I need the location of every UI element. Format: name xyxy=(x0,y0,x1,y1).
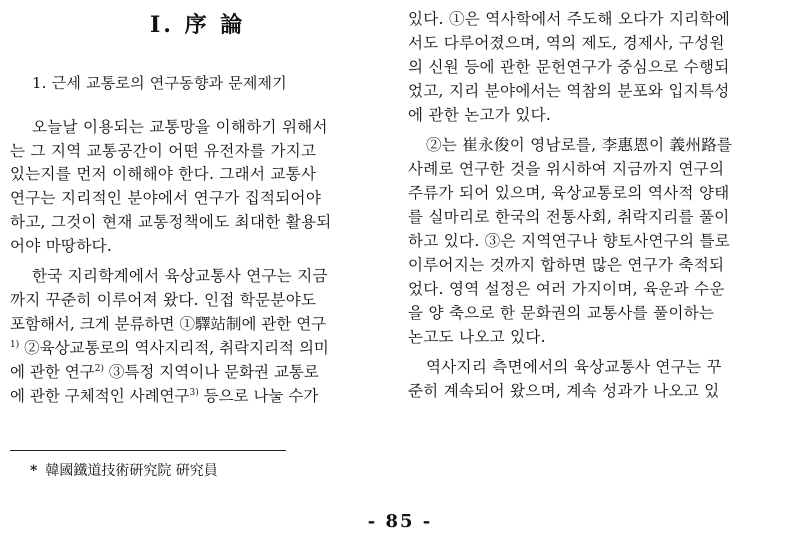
footnote-text: 韓國鐵道技術硏究院 硏究員 xyxy=(45,463,218,479)
paragraph-line: 주류가 되어 있으며, 육상교통로의 역사적 양태 xyxy=(408,184,730,202)
paragraph-line: 었다. 영역 설정은 여러 가지이며, 육운과 수운 xyxy=(408,280,725,298)
paragraph-line: 논고도 나오고 있다. xyxy=(408,328,546,346)
paragraph-line: 있다. ①은 역사학에서 주도해 오다가 지리학에 xyxy=(408,10,731,28)
paragraph-line: 오늘날 이용되는 교통망을 이해하기 위해서 xyxy=(32,118,328,136)
paragraph-line: 까지 꾸준히 이루어져 왔다. 인접 학문분야도 xyxy=(10,291,317,309)
paragraph-line: 이루어지는 것까지 합하면 많은 연구가 축적되 xyxy=(408,256,725,274)
paragraph-line: 연구는 지리적인 분야에서 연구가 집적되어야 xyxy=(10,189,322,207)
paragraph-line: 사례로 연구한 것을 위시하여 지금까지 연구의 xyxy=(408,160,725,178)
subsection-heading: 1. 근세 교통로의 연구동향과 문제제기 xyxy=(32,74,287,92)
footnote-marker: * xyxy=(30,463,38,479)
paragraph-line: 하고 있다. ③은 지역연구나 향토사연구의 틀로 xyxy=(408,232,731,250)
paragraph-line: 있는지를 먼저 이해해야 한다. 그래서 교통사 xyxy=(10,165,317,183)
paragraph-line: 하고, 그것이 현재 교통정책에도 최대한 활용되 xyxy=(10,213,332,231)
paragraph-line: 역사지리 측면에서의 육상교통사 연구는 꾸 xyxy=(426,358,722,376)
paragraph-line: 준히 계속되어 왔으며, 계속 성과가 나오고 있 xyxy=(408,382,720,400)
footnote-ref: 3) xyxy=(189,387,199,398)
paragraph-line: 에 관한 논고가 있다. xyxy=(408,106,552,124)
page-number: - 85 - xyxy=(367,511,433,532)
paragraph-line: 의 신원 등에 관한 문헌연구가 중심으로 수행되 xyxy=(408,58,730,76)
paragraph-line xyxy=(10,386,318,406)
paragraph-line: 를 실마리로 한국의 전통사회, 취락지리를 풀이 xyxy=(408,208,730,226)
footnote-divider xyxy=(10,450,286,451)
paragraph-line: ②는 崔永俊이 영남로를, 李惠恩이 義州路를 xyxy=(426,136,733,154)
line-text: ②육상교통로의 역사지리적, 취락지리적 의미 xyxy=(19,339,329,357)
paragraph-line: 서도 다루어졌으며, 역의 제도, 경제사, 구성원 xyxy=(408,34,725,52)
section-title: Ⅰ. 序 論 xyxy=(150,12,246,38)
paragraph-line xyxy=(10,338,329,358)
paragraph-line: 포함해서, 크게 분류하면 ①驛站制에 관한 연구 xyxy=(10,315,327,333)
paragraph-line: 한국 지리학계에서 육상교통사 연구는 지금 xyxy=(32,267,328,285)
line-text: 에 관한 구체적인 사례연구 xyxy=(10,387,190,405)
paragraph-line: 었고, 지리 분야에서는 역참의 분포와 입지특성 xyxy=(408,82,730,100)
paragraph-line: 는 그 지역 교통공간이 어떤 유전자를 가지고 xyxy=(10,142,317,160)
footnote xyxy=(30,460,218,480)
line-text: ③특정 지역이나 문화권 교통로 xyxy=(103,363,319,381)
paragraph-line: 을 양 축으로 한 문화권의 교통사를 풀이하는 xyxy=(408,304,715,322)
footnote-ref: 1) xyxy=(10,339,20,350)
footnote-ref: 2) xyxy=(94,363,104,374)
line-text: 에 관한 연구 xyxy=(10,363,95,381)
line-text: 등으로 나눌 수가 xyxy=(198,387,319,405)
paragraph-line: 어야 마땅하다. xyxy=(10,237,113,255)
paragraph-line xyxy=(10,362,319,382)
